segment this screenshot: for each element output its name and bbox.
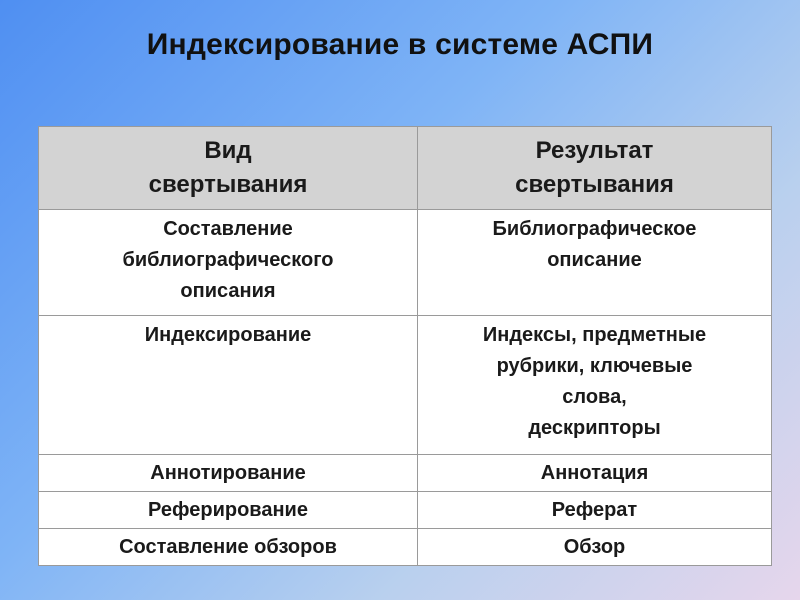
cell-text: Обзор	[563, 535, 626, 558]
cell-text: Реферат	[551, 498, 638, 521]
column-header-result	[418, 127, 772, 210]
table-row	[39, 210, 772, 316]
column-header-label: Вид свертывания	[148, 137, 308, 198]
table-row	[39, 316, 772, 455]
table-cell-result	[418, 492, 772, 529]
table-row	[39, 455, 772, 492]
cell-text: Индексы, предметные рубрики, ключевые слова, дескрипторы	[482, 324, 707, 439]
cell-text: Библиографическое описание	[492, 218, 697, 271]
summary-table	[38, 126, 772, 566]
cell-text: Аннотация	[540, 461, 649, 484]
table-cell-result	[418, 455, 772, 492]
column-header-label: Результат свертывания	[515, 137, 674, 198]
table-cell-type	[39, 316, 418, 455]
table-cell-result	[418, 316, 772, 455]
cell-text: Аннотирование	[150, 461, 306, 484]
column-header-type	[39, 127, 418, 210]
table-cell-type	[39, 492, 418, 529]
table-cell-type	[39, 529, 418, 566]
cell-text: Составление обзоров	[119, 535, 337, 558]
table-header-row	[39, 127, 772, 210]
table-cell-result	[418, 210, 772, 316]
slide-title: Индексирование в системе АСПИ	[146, 28, 654, 61]
cell-text: Реферирование	[148, 498, 308, 521]
cell-text: Индексирование	[144, 324, 312, 346]
table-cell-type	[39, 455, 418, 492]
table-row	[39, 492, 772, 529]
table-cell-type	[39, 210, 418, 316]
table-row	[39, 529, 772, 566]
table-cell-result	[418, 529, 772, 566]
cell-text: Составление библиографического описания	[122, 218, 334, 302]
